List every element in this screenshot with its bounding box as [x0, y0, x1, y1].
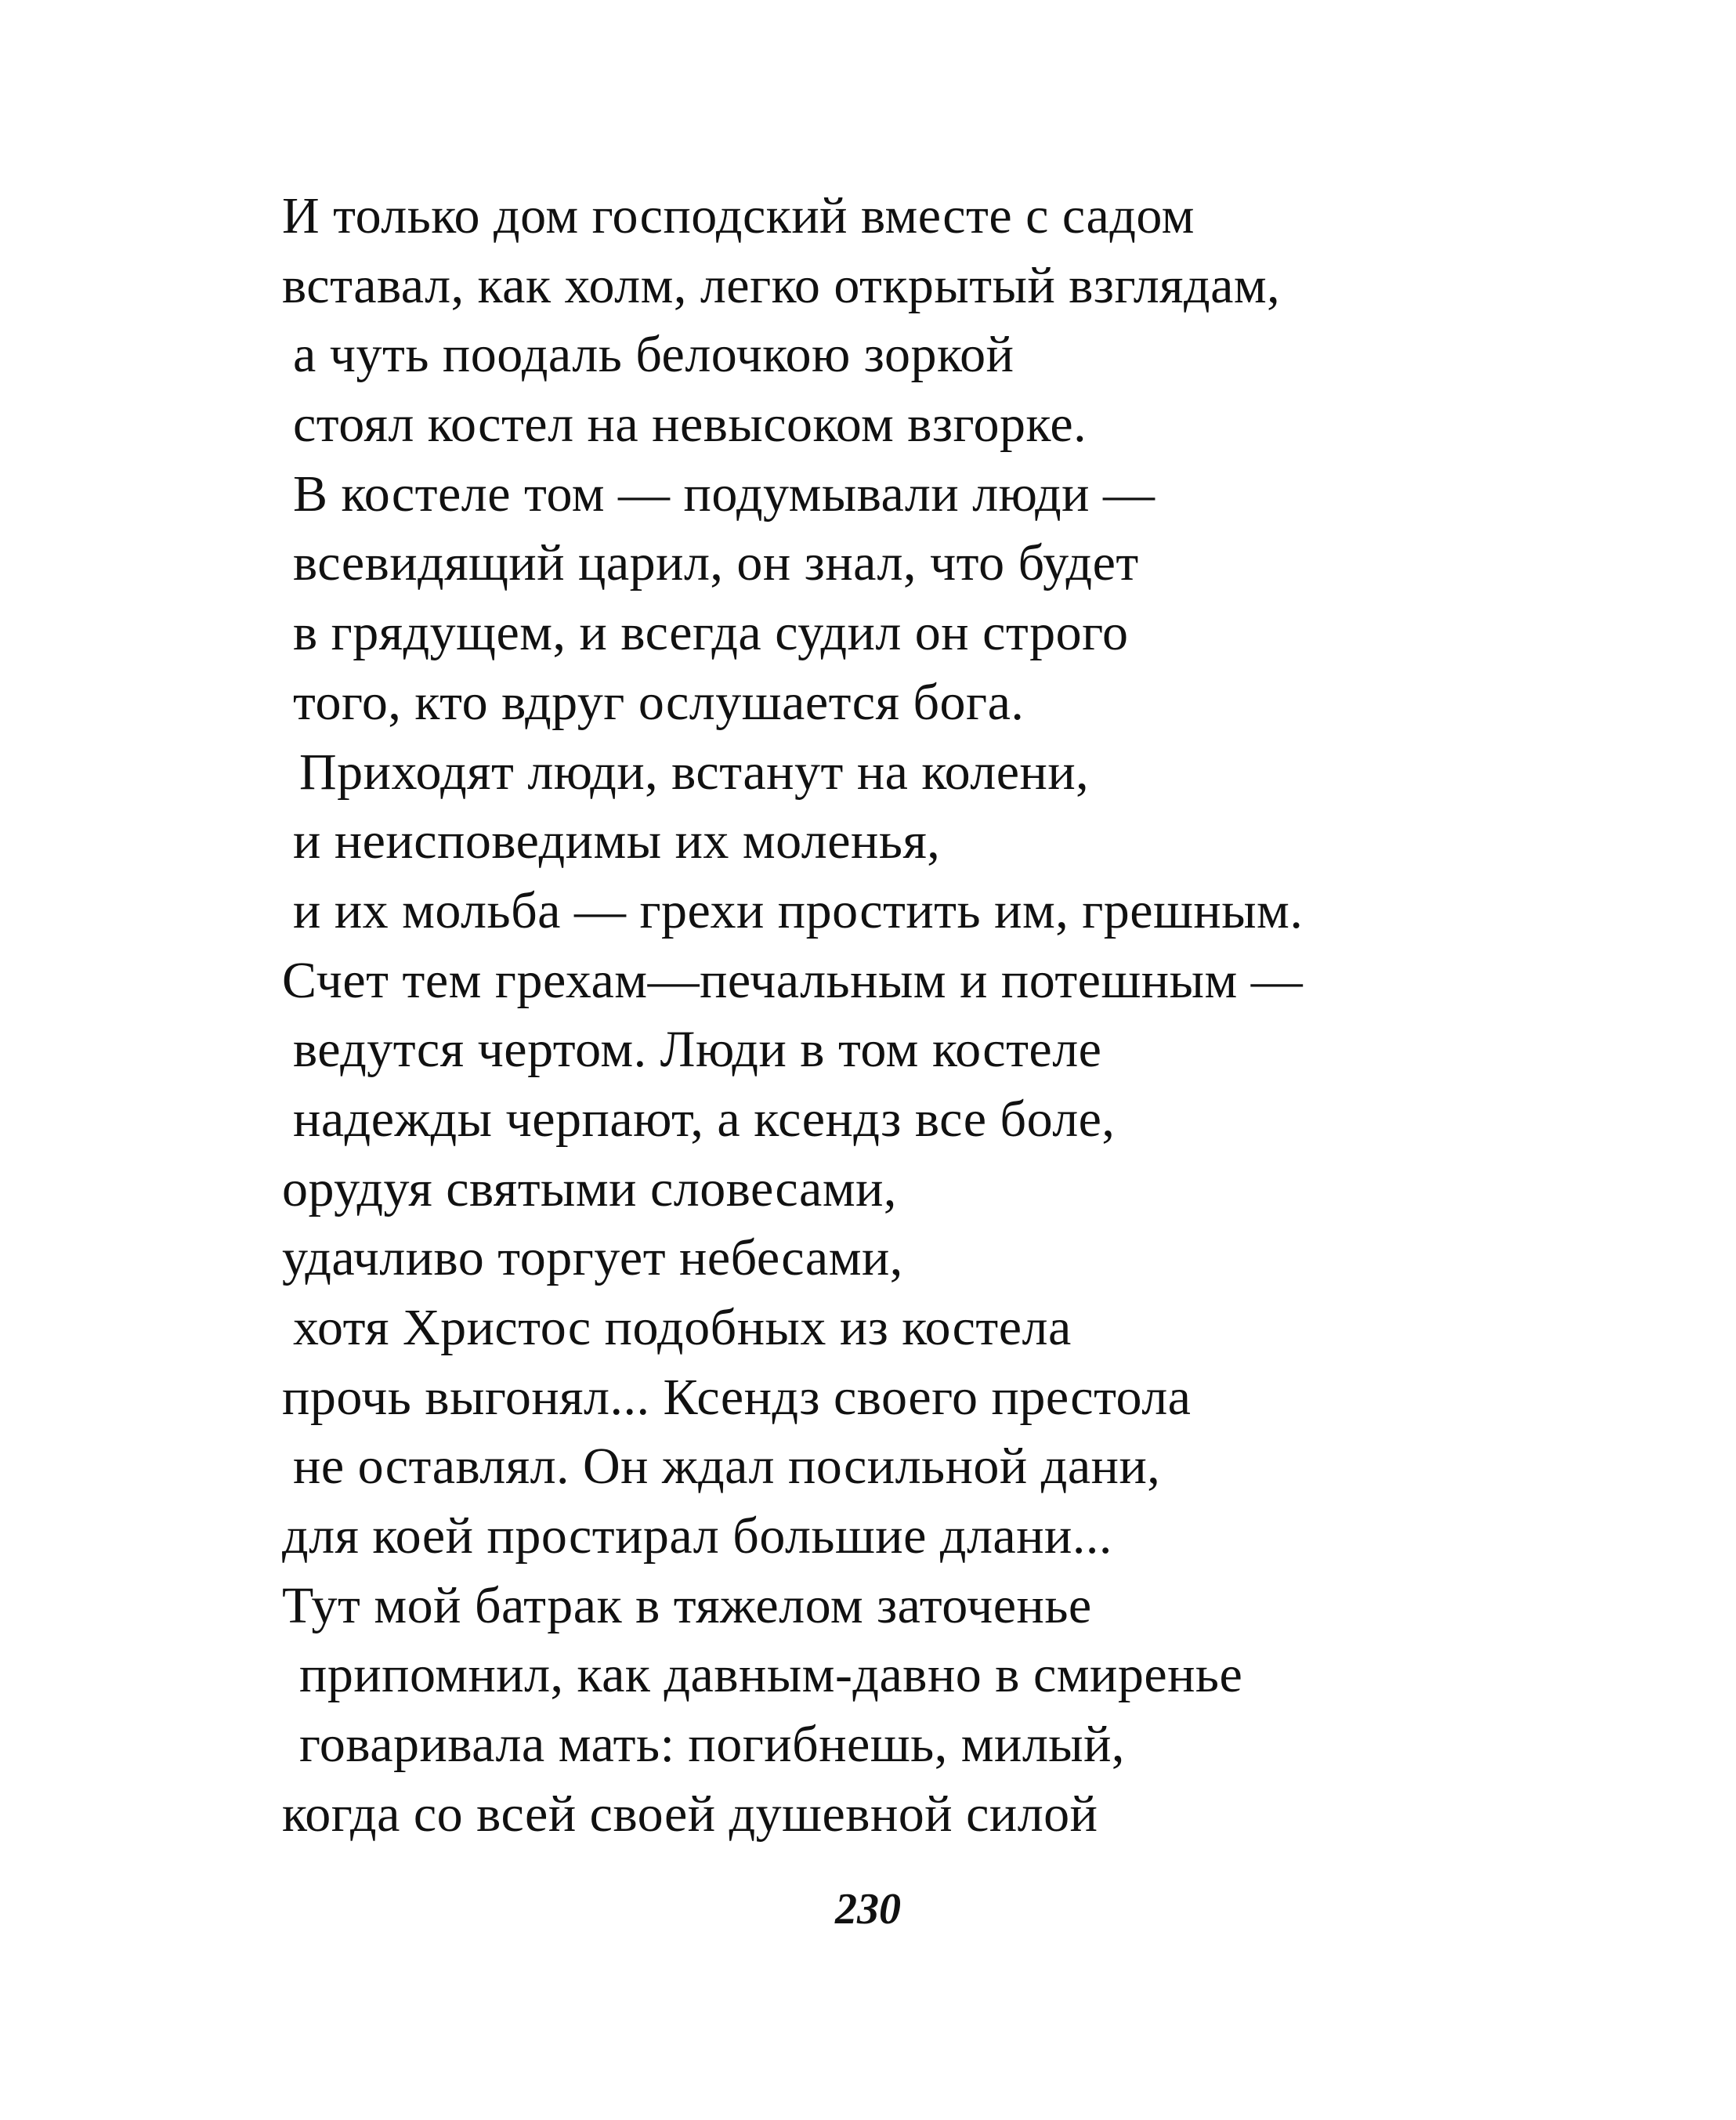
poem-line: Тут мой батрак в тяжелом заточенье	[282, 1576, 1092, 1634]
poem-line: стоял костел на невысоком взгорке.	[293, 396, 1087, 454]
poem-line: Приходят люди, встанут на колени,	[299, 743, 1090, 801]
poem-line: всевидящий царил, он знал, что будет	[293, 534, 1139, 592]
poem-line: удачливо торгует небесами,	[282, 1229, 903, 1287]
poem-text	[282, 182, 1504, 1850]
poem-line: и их мольба — грехи простить им, грешным.	[293, 881, 1304, 939]
poem-line: когда со всей своей душевной силой	[282, 1785, 1098, 1843]
poem-line: припомнил, как давным-давно в смиренье	[299, 1646, 1243, 1704]
poem-line: того, кто вдруг ослушается бога.	[293, 673, 1025, 731]
poem-line: орудуя святыми словесами,	[282, 1159, 897, 1217]
poem-line: И только дом господский вместе с садом	[282, 187, 1195, 244]
poem-line: говаривала мать: погибнешь, милый,	[299, 1716, 1125, 1774]
poem-line: и неисповедимы их моленья,	[293, 812, 941, 870]
poem-line: надежды черпают, а ксендз все боле,	[293, 1090, 1116, 1148]
poem-line: не оставлял. Он ждал посильной дани,	[293, 1438, 1161, 1496]
poem-line: В костеле том — подумывали люди —	[293, 465, 1156, 523]
poem-line: в грядущем, и всегда судил он строго	[293, 604, 1129, 662]
poem-line: для коей простирал большие длани...	[282, 1507, 1112, 1565]
poem-line: Счет тем грехам—печальным и потешным —	[282, 951, 1304, 1009]
poem-line: ведутся чертом. Люди в том костеле	[293, 1021, 1102, 1079]
poem-line: а чуть поодаль белочкою зоркой	[293, 326, 1014, 384]
poem-line: вставал, как холм, легко открытый взглядам,	[282, 256, 1281, 314]
poem-line: прочь выгонял... Ксендз своего престола	[282, 1368, 1192, 1426]
page-number: 230	[835, 1885, 901, 1934]
poem-line: хотя Христос подобных из костела	[293, 1299, 1072, 1356]
